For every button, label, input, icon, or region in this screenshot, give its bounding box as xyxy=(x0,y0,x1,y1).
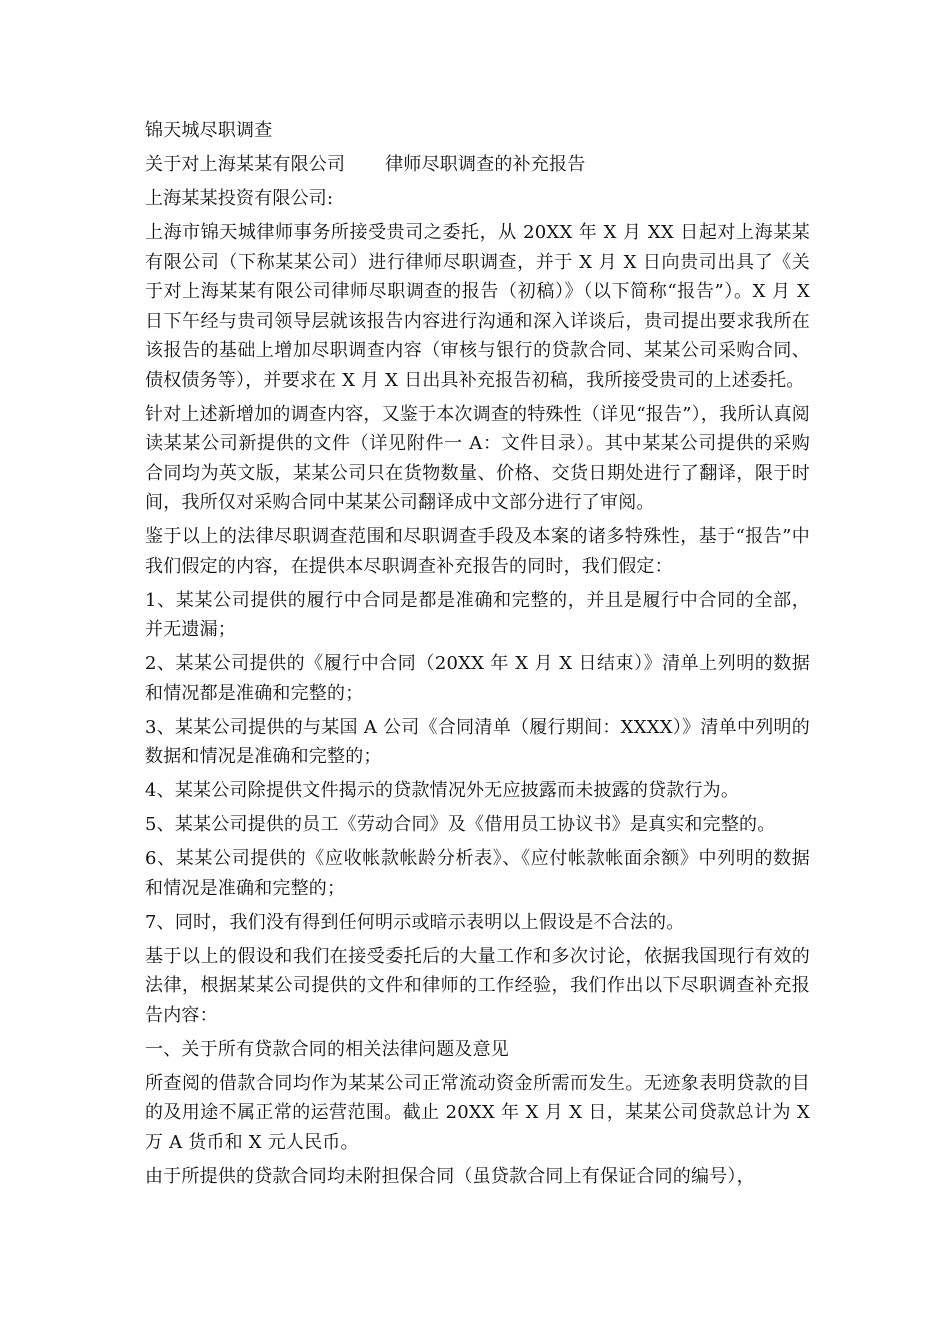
assumption-item: 4、某某公司除提供文件揭示的贷款情况外无应披露而未披露的贷款行为。 xyxy=(145,780,740,801)
paragraph-basis: 基于以上的假设和我们在接受委托后的大量工作和多次讨论，依据我国现行有效的法律，根据某某公司提供的文件和律师的工作经验，我们作出以下尽职调查补充报告内容： xyxy=(145,945,810,1026)
report-title-left: 关于对上海某某有限公司 xyxy=(145,154,346,175)
document-title: 锦天城尽职调查 xyxy=(145,120,273,141)
assumption-item: 7、同时，我们没有得到任何明示或暗示表明以上假设是不合法的。 xyxy=(145,911,685,933)
paragraph-assumptions-intro: 鉴于以上的法律尽职调查范围和尽职调查手段及本案的诸多特殊性，基于“报告”中我们假定的内容，在提供本尽职调查补充报告的同时，我们假定： xyxy=(145,526,810,577)
assumption-item: 6、某某公司提供的《应收帐款帐龄分析表》、《应付帐款帐面余额》中列明的数据和情况是准确和完整的； xyxy=(145,848,810,899)
section-heading: 一、关于所有贷款合同的相关法律问题及意见 xyxy=(145,1038,509,1060)
report-title-right: 律师尽职调查的补充报告 xyxy=(385,154,586,175)
assumption-item: 1、某某公司提供的履行中合同是都是准确和完整的，并且是履行中合同的全部，并无遗漏； xyxy=(145,589,810,640)
paragraph-scope: 针对上述新增加的调查内容，又鉴于本次调查的特殊性（详见“报告”），我所认真阅读某某公司新提供的文件（详见附件一 A：文件目录）。其中某某公司提供的采购合同均为英文版，某某公司只在货物数量、价格、交货日期处进行了翻译，限于时间，我所仅对采购合同中某某公司翻译成中文部分进行了审阅。 xyxy=(145,403,811,513)
report-title xyxy=(145,150,810,180)
paragraph-engagement: 上海市锦天城律师事务所接受贵司之委托，从 20XX 年 X 月 XX 日起对上海某某有限公司（下称某某公司）进行律师尽职调查，并于 X 月 X 日向贵司出具了《关于对上海某某有限公司律师尽职调查的报告（初稿）》（以下简称“报告”）。X 月 X 日下午经与贵司领导层就该报告内容进行沟通和深入详谈后，贵司提出要求我所在该报告的基础上增加尽职调查内容（审核与银行的贷款合同、某某公司采购合同、债权债务等），并要求在 X 月 X 日出具补充报告初稿，我所接受贵司的上述委托。 xyxy=(145,222,810,391)
addressee: 上海某某投资有限公司: xyxy=(145,188,334,209)
document-body xyxy=(145,116,810,1196)
assumption-item: 3、某某公司提供的与某国 A 公司《合同清单（履行期间：XXXX）》清单中列明的数据和情况是准确和完整的； xyxy=(145,716,810,767)
paragraph-guarantee: 由于所提供的贷款合同均未附担保合同（虽贷款合同上有保证合同的编号）， xyxy=(145,1165,755,1187)
assumption-item: 5、某某公司提供的员工《劳动合同》及《借用员工协议书》是真实和完整的。 xyxy=(145,814,776,835)
assumption-item: 2、某某公司提供的《履行中合同（20XX 年 X 月 X 日结束）》清单上列明的数据和情况都是准确和完整的； xyxy=(145,653,810,704)
paragraph-loans: 所查阅的借款合同均作为某某公司正常流动资金所需而发生。无迹象表明贷款的目的及用途不属正常的运营范围。截止 20XX 年 X 月 X 日，某某公司贷款总计为 X 万 A 货币和 X 元人民币。 xyxy=(145,1072,810,1153)
